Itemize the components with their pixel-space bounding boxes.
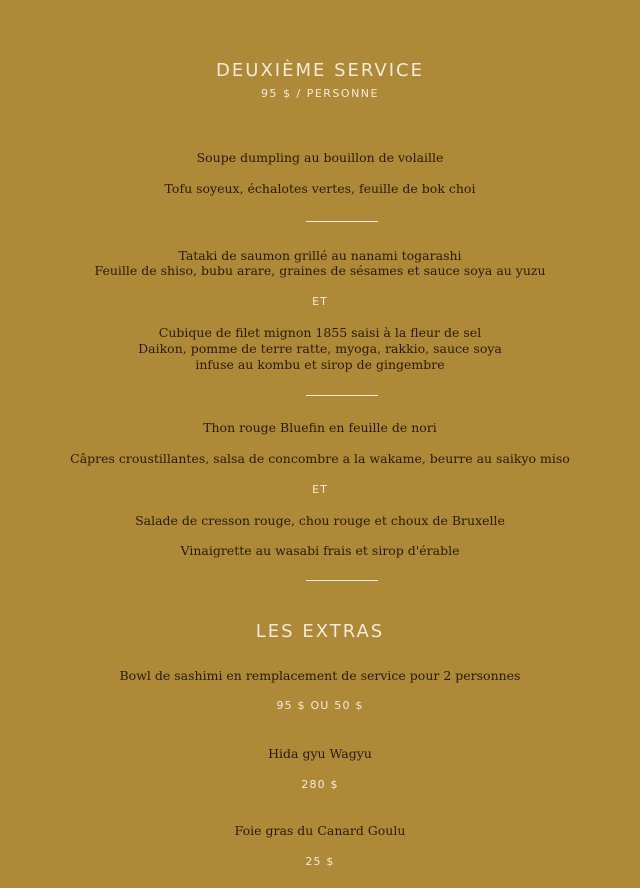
extra-item-price: 25 $ xyxy=(305,855,335,868)
extras-title: LES EXTRAS xyxy=(255,621,385,642)
service-title: DEUXIÈME SERVICE xyxy=(216,60,424,81)
extra-item-name: Hida gyu Wagyu xyxy=(268,746,372,761)
course-3a-title: Thon rouge Bluefin en feuille de nori xyxy=(203,420,437,435)
extra-item-price: 280 $ xyxy=(301,778,339,791)
course-3b-title: Salade de cresson rouge, chou rouge et choux de Bruxelle xyxy=(135,513,505,528)
course-3a-description: Câpres croustillantes, salsa de concombre a la wakame, beurre au saikyo miso xyxy=(70,451,570,466)
extra-item-price: 95 $ OU 50 $ xyxy=(276,699,364,712)
divider xyxy=(306,395,378,396)
divider xyxy=(306,580,378,581)
course-1-description: Tofu soyeux, échalotes vertes, feuille de bok choi xyxy=(164,181,476,196)
course-3b-description: Vinaigrette au wasabi frais et sirop d'érable xyxy=(180,543,460,558)
course-3-separator: ET xyxy=(312,483,328,496)
divider xyxy=(306,221,378,222)
course-2a-title: Tataki de saumon grillé au nanami togarashi xyxy=(178,248,462,263)
course-2b-title: Cubique de filet mignon 1855 saisi à la fleur de sel xyxy=(158,325,482,340)
course-1-title: Soupe dumpling au bouillon de volaille xyxy=(196,150,444,165)
extra-item-name: Bowl de sashimi en remplacement de service pour 2 personnes xyxy=(119,668,521,683)
extra-item-name: Foie gras du Canard Goulu xyxy=(234,823,406,838)
course-2-separator: ET xyxy=(312,295,328,308)
course-2b-description: Daikon, pomme de terre ratte, myoga, rakkio, sauce soya xyxy=(138,341,502,356)
course-2b-description-cont: infuse au kombu et sirop de gingembre xyxy=(195,357,445,372)
service-price: 95 $ / PERSONNE xyxy=(261,87,379,100)
course-2a-description: Feuille de shiso, bubu arare, graines de sésames et sauce soya au yuzu xyxy=(94,263,546,278)
